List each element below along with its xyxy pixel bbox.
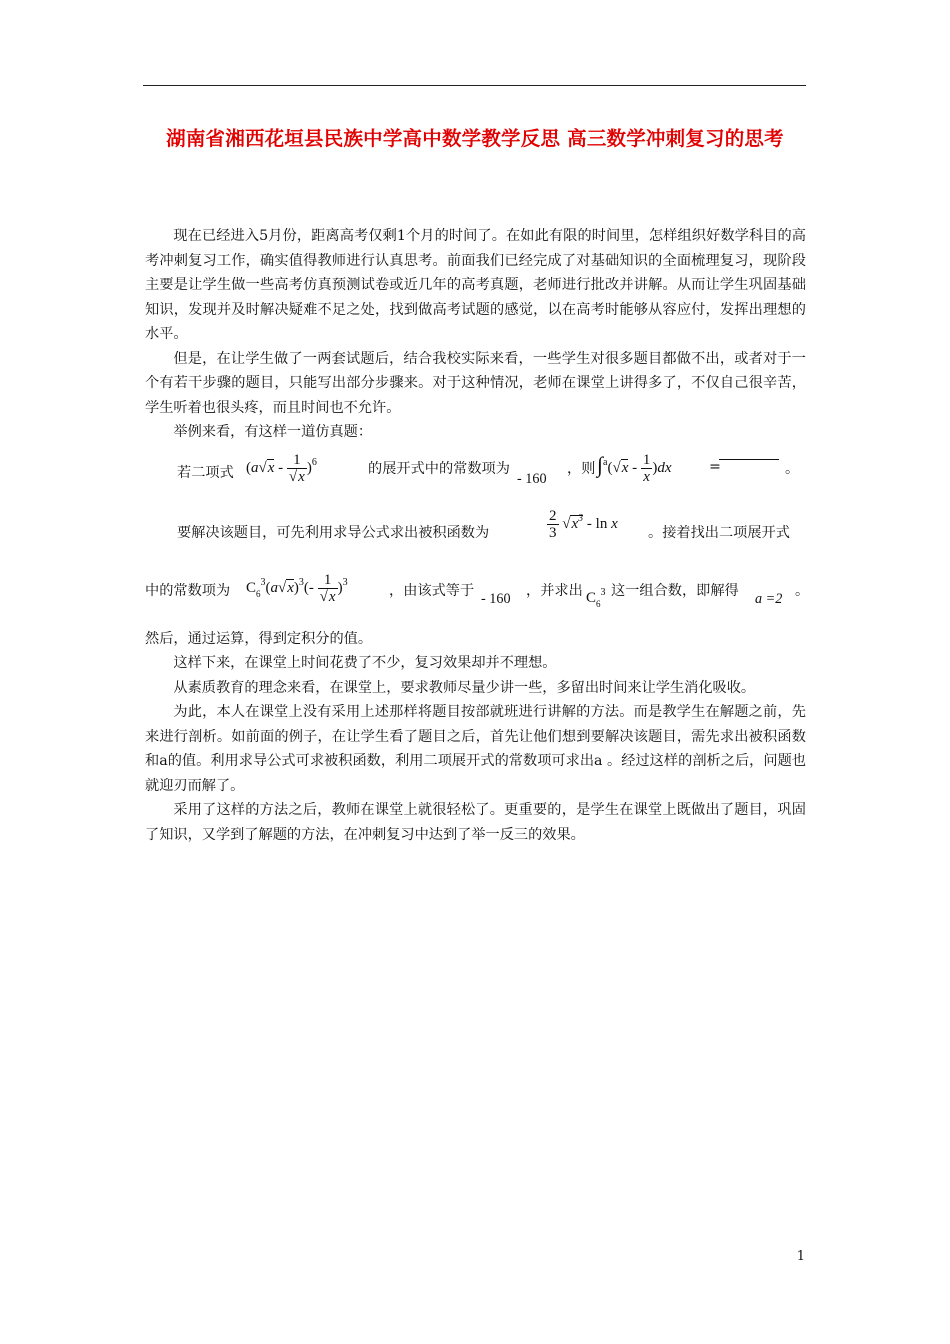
solution1-text2: 。接着找出二项展开式	[648, 524, 790, 541]
document-title: 湖南省湘西花垣县民族中学高中数学教学反思 高三数学冲刺复习的思考	[166, 127, 784, 150]
paragraph-7: 为此，本人在课堂上没有采用上述那样将题目按部就班进行讲解的方法。而是教学生在解题之前，先来进行剖析。如前面的例子，在让学生看了题目之后，首先让他们想到要解决该题目，需先求出被积函数和a的值。利用求导公式可求被积函数，利用二项展开式的常数项可求出a 。经过这样的剖析之后，问题也就迎刃而解了。	[145, 704, 806, 794]
binomial-expression: (a√x - $\frac{1}{√x}$ )$^6$	[246, 451, 317, 485]
combination-symbol: $C_6^3$	[586, 586, 606, 609]
paragraph-3: 举例来看，有这样一道仿真题：	[173, 424, 373, 440]
solution-line-2	[145, 567, 810, 623]
paragraph-5: 这样下来，在课堂上时间花费了不少，复习效果却并不理想。	[173, 655, 557, 671]
problem-prefix: 若二项式	[177, 464, 234, 481]
integral-expression: ∫$^a$(√x - $\frac{1}{x}$ )dx	[597, 451, 672, 485]
problem-mid: 的展开式中的常数项为	[368, 460, 510, 477]
solution1-text: 要解决该题目，可先利用求导公式求出被积函数为	[177, 524, 490, 541]
solution2-end: 。	[795, 582, 810, 599]
page-number: 1	[796, 1249, 805, 1264]
header-rule	[143, 85, 806, 86]
solution2-constant: - 160	[481, 590, 511, 607]
paragraph-6: 从素质教育的理念来看，在课堂上，要求教师尽量少讲一些，多留出时间来让学生消化吸收。	[173, 679, 756, 696]
paragraph-4: 然后，通过运算，得到定积分的值。	[145, 630, 373, 647]
document-body	[145, 224, 810, 847]
solution2-text4: 这一组合数，即解得	[611, 582, 739, 599]
paragraph-2: 但是，在让学生做了一两套试题后，结合我校实际来看，一些学生对很多题目都做不出，或者对于一个有若干步骤的题目，只能写出部分步骤来。对于这种情况，老师在课堂上讲得多了，不仅自己很辛苦，学生听着也很头疼，而且时间也不允许。	[145, 350, 806, 416]
problem-eq: =	[709, 458, 721, 475]
solution2-text2: ，由该式等于	[389, 582, 475, 599]
paragraph-8: 采用了这样的方法之后，教师在课堂上就很轻松了。更重要的，是学生在课堂上既做出了题目，巩固了知识，又学到了解题的方法，在冲刺复习中达到了举一反三的效果。	[145, 802, 806, 843]
problem-constant: - 160	[517, 470, 547, 487]
paragraph-1: 现在已经进入5月份，距离高考仅剩1个月的时间了。在如此有限的时间里，怎样组织好数学科目的高考冲刺复习工作，确实值得教师进行认真思考。前面我们已经完成了对基础知识的全面梳理复习，现阶段主要是让学生做一些高考仿真预测试卷或近几年的高考真题，老师进行批改并讲解。从而让学生巩固基础知识，发现并及时解决疑难不足之处，找到做高考试题的感觉，以在高考时能够从容应付，发挥出理想的水平。	[145, 228, 806, 342]
constant-term-expression: $C_6^3(a√x)^3(-$ $\frac{1}{√x}$ )$^3$	[246, 571, 348, 605]
integrand-expression: $\frac{2}{3}$ $√x^3$ - ln x	[549, 507, 618, 541]
problem-end: 。	[785, 460, 800, 477]
problem-line	[145, 447, 806, 503]
solution2-text3: ，并求出	[526, 582, 583, 599]
solution2-text: 中的常数项为	[145, 582, 231, 599]
problem-then: ，则	[567, 460, 596, 477]
ln-term: - ln	[586, 515, 608, 532]
answer-blank	[719, 447, 779, 472]
solution-line-1	[145, 507, 806, 563]
solution2-answer: a =2	[755, 590, 783, 607]
